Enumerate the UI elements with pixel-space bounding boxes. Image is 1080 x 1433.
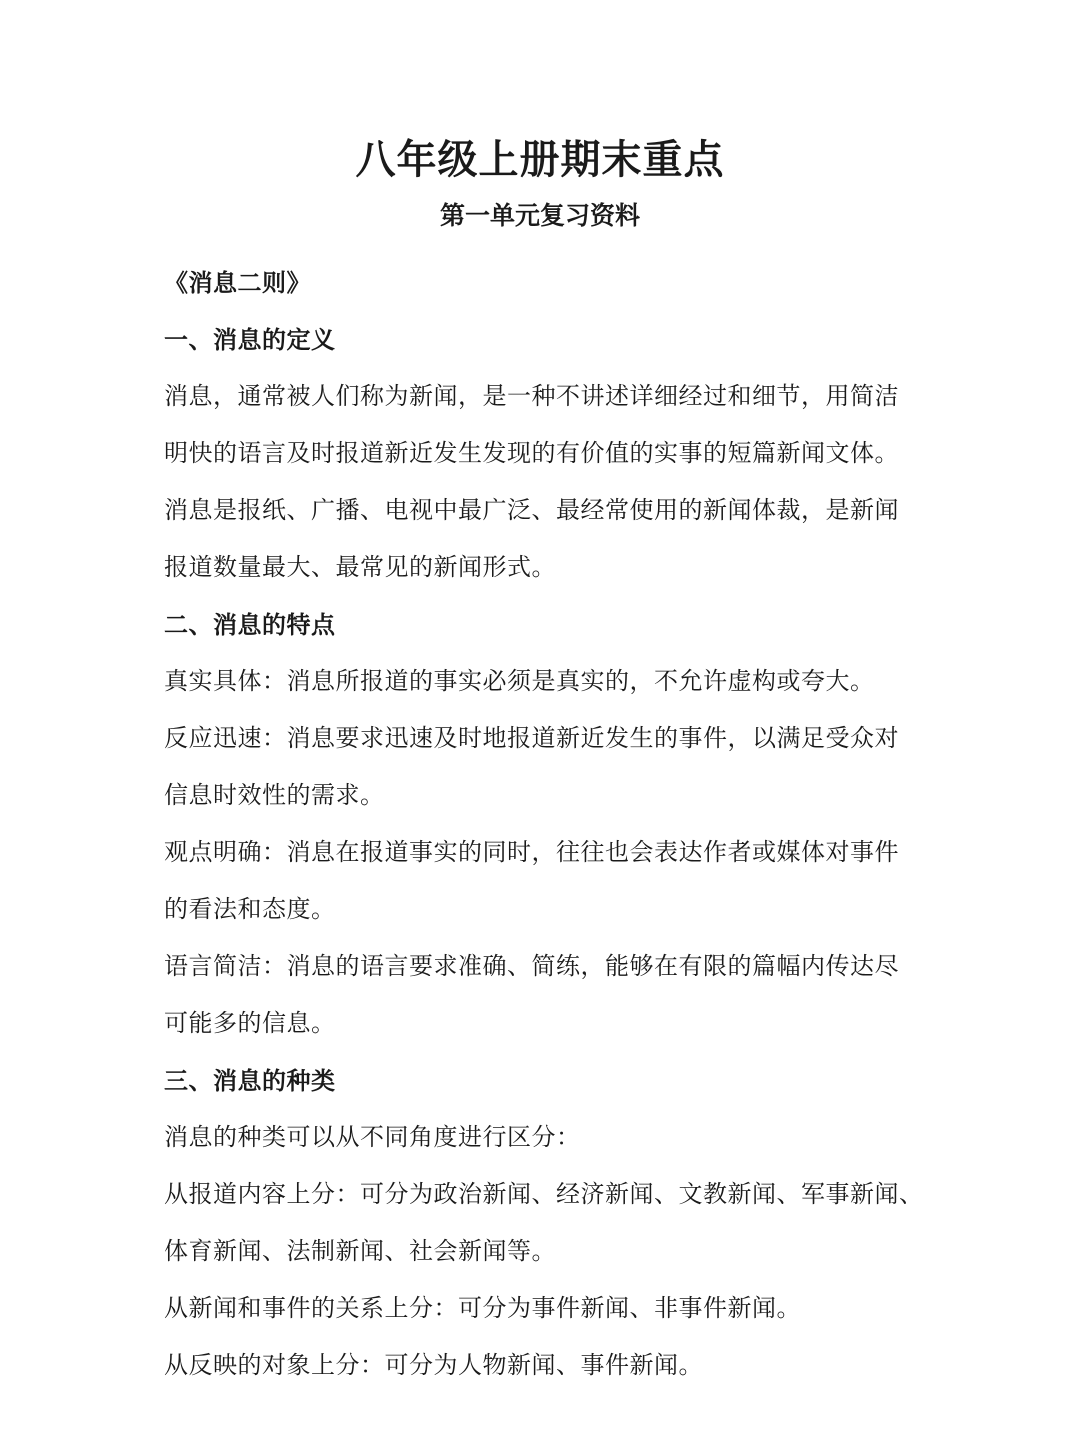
paragraph-line: 明快的语言及时报道新近发生发现的有价值的实事的短篇新闻文体。: [164, 439, 899, 467]
lesson-title: 《消息二则》: [164, 268, 311, 297]
paragraph-line: 消息，通常被人们称为新闻，是一种不讲述详细经过和细节，用简洁: [164, 382, 899, 410]
paragraph-line: 消息是报纸、广播、电视中最广泛、最经常使用的新闻体裁，是新闻: [164, 496, 899, 524]
paragraph-line: 从新闻和事件的关系上分：可分为事件新闻、非事件新闻。: [164, 1294, 801, 1322]
paragraph-line: 可能多的信息。: [164, 1009, 336, 1037]
page-title: 八年级上册期末重点: [355, 136, 725, 183]
paragraph-line: 观点明确：消息在报道事实的同时，往往也会表达作者或媒体对事件: [164, 838, 899, 866]
paragraph-line: 真实具体：消息所报道的事实必须是真实的，不允许虚构或夸大。: [164, 667, 875, 695]
section-heading-features: 二、消息的特点: [164, 610, 336, 639]
paragraph-line: 信息时效性的需求。: [164, 781, 385, 809]
section-heading-definition: 一、消息的定义: [164, 325, 336, 354]
paragraph-line: 的看法和态度。: [164, 895, 336, 923]
paragraph-line: 报道数量最大、最常见的新闻形式。: [164, 553, 556, 581]
paragraph-line: 语言简洁：消息的语言要求准确、简练，能够在有限的篇幅内传达尽: [164, 952, 899, 980]
document-body: [164, 254, 924, 1394]
page-subtitle: 第一单元复习资料: [439, 201, 640, 230]
section-heading-types: 三、消息的种类: [164, 1066, 336, 1095]
paragraph-line: 反应迅速：消息要求迅速及时地报道新近发生的事件，以满足受众对: [164, 724, 899, 752]
paragraph-line: 从报道内容上分：可分为政治新闻、经济新闻、文教新闻、军事新闻、: [164, 1180, 924, 1208]
paragraph-line: 消息的种类可以从不同角度进行区分：: [164, 1123, 581, 1151]
paragraph-line: 体育新闻、法制新闻、社会新闻等。: [164, 1237, 556, 1265]
paragraph-line: 从反映的对象上分：可分为人物新闻、事件新闻。: [164, 1351, 703, 1379]
